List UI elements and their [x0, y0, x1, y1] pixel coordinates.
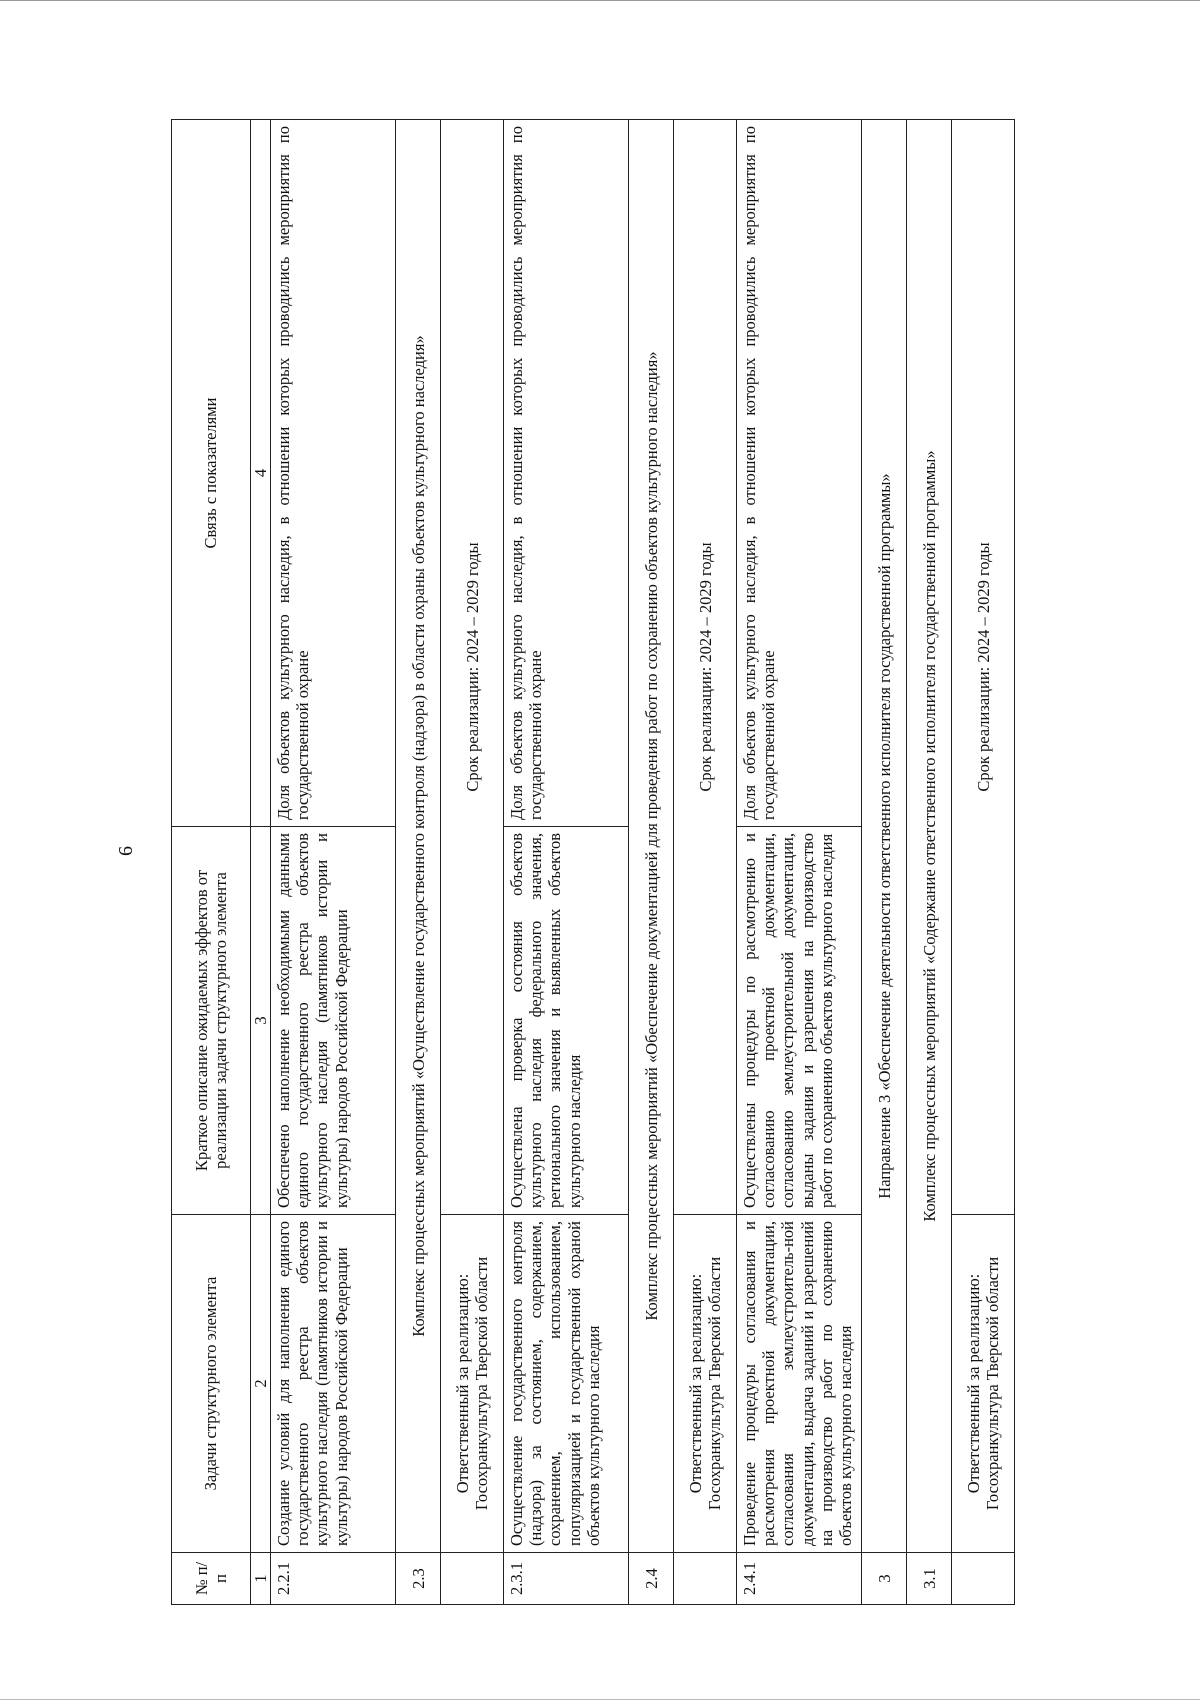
column-index: 3: [251, 827, 271, 1215]
section-title: Направление 3 «Обеспечение деятельности ответственного исполнителя государственной программы»: [862, 120, 907, 1553]
structural-elements-table: [171, 119, 1015, 1605]
column-index: 2: [251, 1215, 271, 1553]
responsible-row: [674, 120, 737, 1605]
row-number-empty: [952, 1553, 1015, 1605]
responsible-row: [441, 120, 504, 1605]
term-cell: Срок реализации: 2024 – 2029 годы: [674, 120, 737, 1215]
row-number: 2.4: [629, 1553, 674, 1605]
row-number: 2.4.1: [737, 1553, 862, 1605]
effect-cell: Осуществлены процедуры по рассмотрению и согласованию проектной документации, согласованию землеустроительной документации, выданы задания и разрешения на производство работ по сохранению объектов культурного наследия: [737, 827, 862, 1215]
table-header-row: [172, 120, 251, 1605]
column-index-row: [251, 120, 271, 1605]
page-number: 6: [115, 846, 137, 856]
section-row: [396, 120, 441, 1605]
table-row: [737, 120, 862, 1605]
responsible-cell: Ответственный за реализацию: Госохранкультура Тверской области: [952, 1215, 1015, 1553]
section-row: [907, 120, 952, 1605]
header-indicators: Связь с показателями: [172, 120, 251, 827]
task-cell: Проведение процедуры согласования и рассмотрения проектной документации, согласования землеустроитель-ной документации, выдача заданий и разрешений на производство работ по сохранению объектов культурного наследия: [737, 1215, 862, 1553]
term-cell: Срок реализации: 2024 – 2029 годы: [952, 120, 1015, 1215]
rotated-table-container: [171, 120, 1071, 1605]
header-num: № п/п: [172, 1553, 251, 1605]
task-cell: Осуществление государственного контроля (надзора) за состоянием, содержанием, сохранением, использованием, популяризацией и государственной охраной объектов культурного наследия: [504, 1215, 629, 1553]
section-row: [862, 120, 907, 1605]
row-number-empty: [674, 1553, 737, 1605]
section-row: [629, 120, 674, 1605]
responsible-cell: Ответственный за реализацию: Госохранкультура Тверской области: [674, 1215, 737, 1553]
header-effects: Краткое описание ожидаемых эффектов от реализации задачи структурного элемента: [172, 827, 251, 1215]
effect-cell: Обеспечено наполнение необходимыми данными единого государственного реестра объектов культурного наследия (памятников истории и культуры) народов Российской Федерации: [271, 827, 396, 1215]
indicator-link-cell: Доля объектов культурного наследия, в отношении которых проводились мероприятия по государственной охране: [504, 120, 629, 827]
scan-edge-top: [0, 0, 1200, 1]
section-title: Комплекс процессных мероприятий «Осуществление государственного контроля (надзора) в области охраны объектов культурного наследия»: [396, 120, 441, 1553]
responsible-row: [952, 120, 1015, 1605]
table-row: [271, 120, 396, 1605]
column-index: 4: [251, 120, 271, 827]
row-number: 2.2.1: [271, 1553, 396, 1605]
section-title: Комплекс процессных мероприятий «Содержание ответственного исполнителя государственной программы»: [907, 120, 952, 1553]
indicator-link-cell: Доля объектов культурного наследия, в отношении которых проводились мероприятия по государственной охране: [737, 120, 862, 827]
row-number: 3.1: [907, 1553, 952, 1605]
column-index: 1: [251, 1553, 271, 1605]
header-tasks: Задачи структурного элемента: [172, 1215, 251, 1553]
indicator-link-cell: Доля объектов культурного наследия, в отношении которых проводились мероприятия по государственной охране: [271, 120, 396, 827]
effect-cell: Осуществлена проверка состояния объектов культурного наследия федерального значения, регионального значения и выявленных объектов культурного наследия: [504, 827, 629, 1215]
row-number-empty: [441, 1553, 504, 1605]
row-number: 3: [862, 1553, 907, 1605]
scan-edge-bottom: [0, 1699, 1200, 1700]
term-cell: Срок реализации: 2024 – 2029 годы: [441, 120, 504, 1215]
responsible-cell: Ответственный за реализацию: Госохранкультура Тверской области: [441, 1215, 504, 1553]
section-title: Комплекс процессных мероприятий «Обеспечение документацией для проведения работ по сохранению объектов культурного наследия»: [629, 120, 674, 1553]
row-number: 2.3: [396, 1553, 441, 1605]
task-cell: Создание условий для наполнения единого государственного реестра объектов культурного наследия (памятников истории и культуры) народов Российской Федерации: [271, 1215, 396, 1553]
row-number: 2.3.1: [504, 1553, 629, 1605]
table-row: [504, 120, 629, 1605]
